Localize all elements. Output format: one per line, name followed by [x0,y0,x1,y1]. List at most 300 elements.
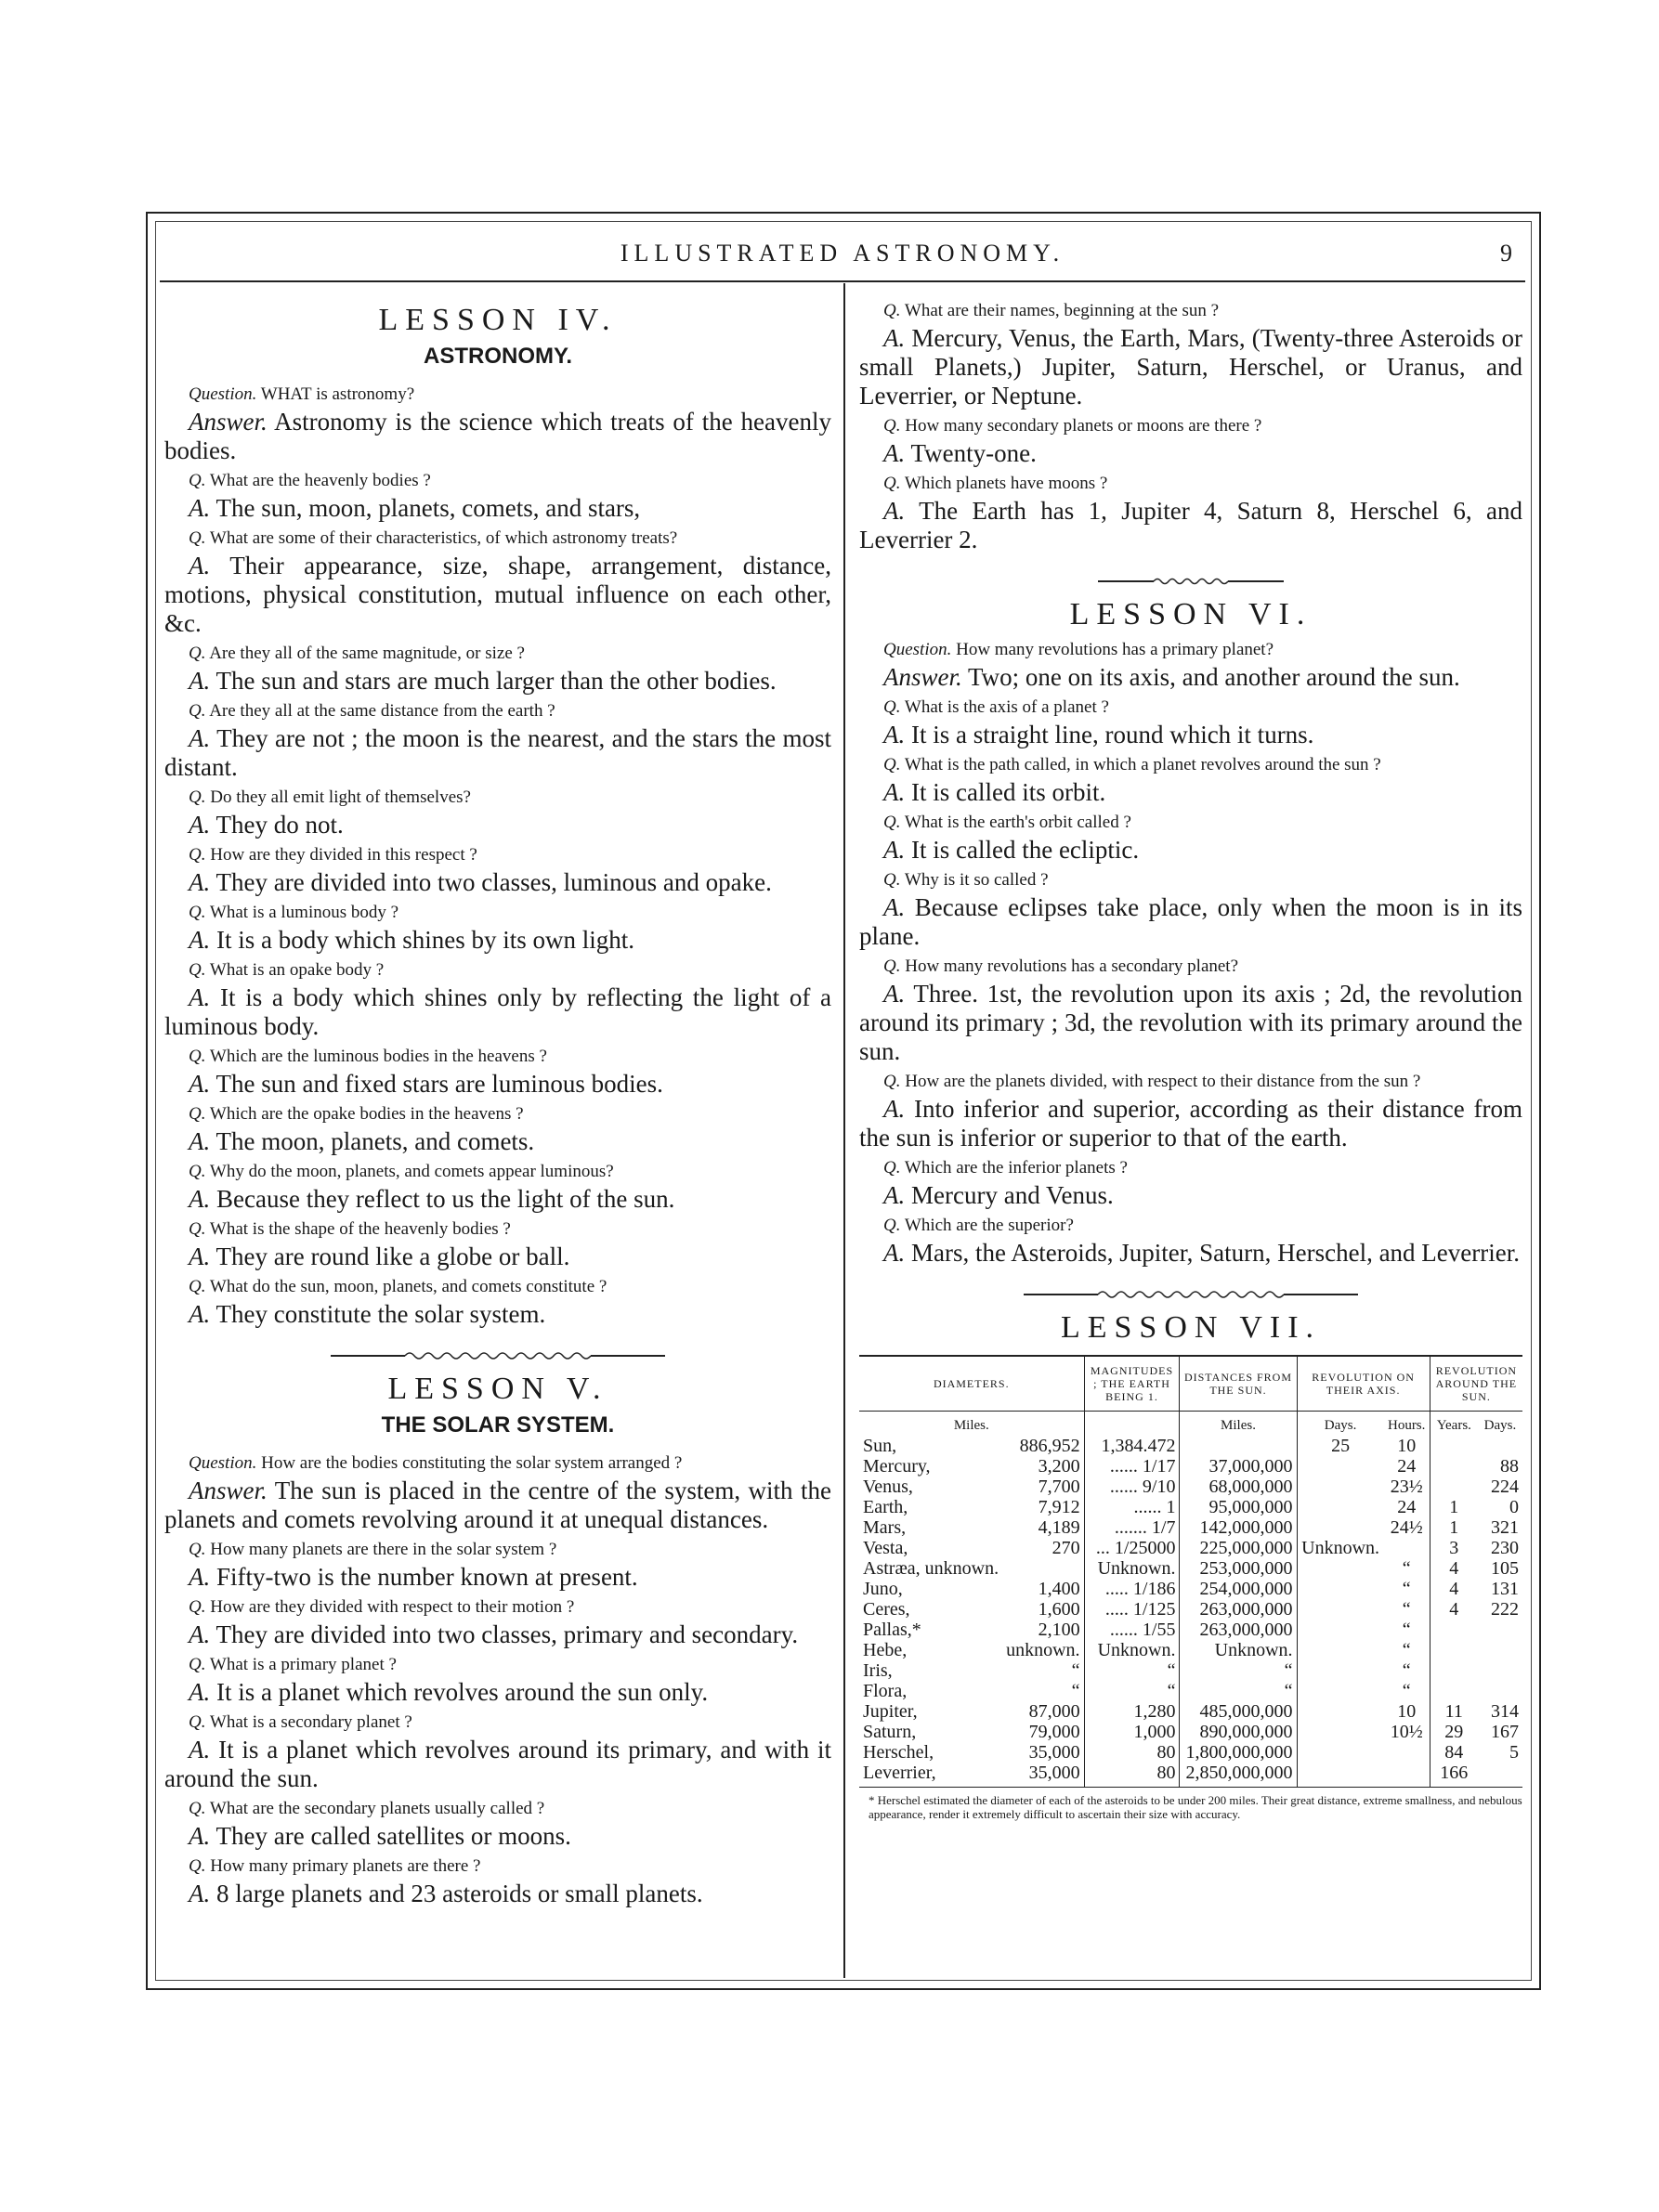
question-label: Q. [883,697,901,717]
table-cell: 1,000 [1084,1722,1180,1742]
question-label: Q. [189,1277,206,1296]
table-cell [1478,1660,1522,1681]
page-number: 9 [1500,240,1512,267]
question-text: Why is it so called ? [904,870,1049,890]
answer [164,1070,831,1099]
table-cell: Flora, [863,1681,908,1701]
question-label: Q. [189,1712,206,1732]
lesson-5-qa [164,1451,831,1908]
answer-label: A. [883,721,906,748]
answer-text: Astronomy is the science which treats of the heavenly bodies. [164,408,832,464]
table-cell [1430,1640,1478,1660]
answer [859,721,1522,749]
table-cell: 24 [1397,1456,1417,1477]
table-cell: 7,700 [1038,1477,1080,1497]
table-cell: Unknown. [1084,1558,1180,1579]
question-label: Q. [189,1162,206,1181]
table-cell: unknown. [1006,1640,1080,1660]
table-cell: “ [1071,1681,1080,1701]
planet-table [859,1355,1522,1788]
question-label: Q. [189,1655,206,1674]
table-cell [1297,1742,1384,1763]
table-cell: “ [1071,1660,1080,1681]
question-label: Q. [883,1216,901,1235]
table-cell: 24½ [1390,1517,1423,1538]
table-row [859,1701,1522,1722]
col-header-magnitudes: MAGNITUDES ; THE EARTH BEING 1. [1084,1356,1180,1412]
question-text: Why do the moon, planets, and comets appear luminous? [209,1162,614,1181]
question [164,1538,831,1561]
table-cell [1478,1681,1522,1701]
table-cell: ...... 9/10 [1084,1477,1180,1497]
answer [859,1181,1522,1210]
answer-text: Because they reflect to us the light of the sun. [216,1185,675,1213]
table-cell: ..... 1/125 [1084,1599,1180,1620]
answer-label: A. [883,1181,906,1209]
question [164,1711,831,1734]
question-label: Q. [189,1856,206,1876]
question-label: Q. [189,1597,206,1617]
answer-label: A. [189,1243,211,1270]
table-cell: 4,189 [1038,1517,1080,1538]
answer [164,868,831,897]
question [164,958,831,982]
question [164,1854,831,1878]
answer [164,926,831,955]
question-text: How many secondary planets or moons are there ? [905,416,1262,436]
running-head [160,234,1525,282]
question-label: Q. [189,1799,206,1818]
answer-label: A. [883,1239,906,1267]
table-cell [1297,1640,1384,1660]
table-cell: ..... 1/186 [1084,1579,1180,1599]
question [859,955,1522,978]
answer-text: They are divided into two classes, primary and secondary. [216,1620,799,1648]
table-cell [1297,1579,1384,1599]
table-cell: 263,000,000 [1180,1599,1297,1620]
question [859,1214,1522,1237]
table-cell [1297,1558,1384,1579]
answer-label: A. [189,724,211,752]
question-text: Which are the opake bodies in the heavens ? [209,1104,524,1124]
answer-label: A. [189,926,211,954]
table-cell: 225,000,000 [1180,1538,1297,1558]
answer-text: It is a straight line, round which it turns. [911,721,1314,748]
table-cell: 253,000,000 [1180,1558,1297,1579]
question-text: How many revolutions has a primary planet? [956,640,1274,659]
table-cell: 886,952 [1019,1436,1080,1456]
question [164,843,831,866]
table-cell: 230 [1491,1538,1519,1558]
lesson-6-title: LESSON VI. [1069,597,1313,631]
question-text: Which are the luminous bodies in the heavens ? [209,1047,547,1066]
table-cell: 87,000 [1028,1701,1080,1722]
question [164,1160,831,1183]
unit-cell [1084,1412,1180,1437]
answer-text: Twenty-one. [910,439,1037,467]
question-label: Q. [189,471,206,490]
table-cell [1430,1477,1478,1497]
answer-text: They are not ; the moon is the nearest, and the stars the most distant. [164,724,832,781]
table-cell [1430,1660,1478,1681]
col-header-revolution: REVOLUTION AROUND THE SUN. [1430,1356,1522,1412]
answer [164,983,831,1041]
table-cell: Vesta, [863,1538,908,1558]
question-text: How are they divided in this respect ? [210,845,477,865]
table-cell: Hebe, [863,1640,908,1660]
table-cell: ...... 1/17 [1084,1456,1180,1477]
answer-text: The sun and fixed stars are luminous bodies. [216,1070,663,1098]
question [164,901,831,924]
question-text: What are the heavenly bodies ? [209,471,431,490]
answer [164,1243,831,1271]
question-label: Q. [883,813,901,832]
answer-label: A. [883,893,906,921]
table-row [859,1579,1522,1599]
answer [164,408,831,465]
question-text: How many planets are there in the solar system ? [210,1540,557,1559]
answer-label: A. [883,497,906,525]
table-cell: 80 [1084,1742,1180,1763]
question [164,1102,831,1126]
table-cell: 131 [1491,1579,1519,1599]
table-row [859,1660,1522,1681]
question-label: Q. [883,755,901,774]
lesson-6-qa [859,638,1522,1268]
question-text: How many revolutions has a secondary planet? [905,956,1239,976]
table-cell: 35,000 [1002,1763,1084,1788]
question [164,1045,831,1068]
answer-label: A. [883,836,906,864]
question-label: Q. [189,644,206,663]
table-header-row [859,1356,1522,1412]
table-cell: 485,000,000 [1180,1701,1297,1722]
question-text: Are they all of the same magnitude, or size ? [209,644,525,663]
question-text: What is a secondary planet ? [209,1712,412,1732]
table-cell: 79,000 [1028,1722,1080,1742]
answer-label: Answer. [189,408,268,436]
table-cell: Leverrier, [859,1763,1002,1788]
table-cell: 1,800,000,000 [1180,1742,1297,1763]
answer-label: A. [189,1678,211,1706]
question-label: Q. [189,1540,206,1559]
table-row [859,1640,1522,1660]
answer-label: A. [189,868,211,896]
question-text: How are they divided with respect to their motion ? [210,1597,575,1617]
answer-text: Mercury, Venus, the Earth, Mars, (Twenty-three Asteroids or small Planets,) Jupiter, Saturn, Herschel, or Uranus, and Leverrier, or Neptune. [859,324,1523,410]
table-cell [1430,1620,1478,1640]
table-cell: 270 [1052,1538,1080,1558]
question-text: What do the sun, moon, planets, and comets constitute ? [209,1277,607,1296]
table-cell [1297,1620,1384,1640]
answer [859,836,1522,865]
question-label: Q. [189,1047,206,1066]
question [859,868,1522,891]
answer-text: Into inferior and superior, according as their distance from the sun is inferior or superior to that of the earth. [859,1095,1522,1152]
table-cell: Pallas,* [863,1620,921,1640]
table-cell [1297,1477,1384,1497]
table-cell: 88 [1500,1456,1519,1477]
answer [859,497,1522,554]
answer-text: It is a planet which revolves around its primary, and with it around the sun. [164,1736,831,1792]
answer-text: The sun and stars are much larger than the other bodies. [216,667,777,695]
answer [859,893,1522,951]
answer [164,724,831,782]
table-cell: “ [1402,1599,1411,1620]
table-cell: 254,000,000 [1180,1579,1297,1599]
table-body [859,1412,1522,1788]
answer-text: Because eclipses take place, only when the moon is in its plane. [859,893,1522,950]
answer [164,1563,831,1592]
table-cell: Earth, [863,1497,908,1517]
table-cell: 80 [1084,1763,1180,1788]
answer-label: A. [883,980,906,1008]
answer-text: It is a planet which revolves around the sun only. [216,1678,709,1706]
answer-label: A. [883,778,906,806]
question-label: Q. [883,956,901,976]
answer-text: It is a body which shines by its own light. [216,926,634,954]
question [164,699,831,722]
answer-text: Mercury and Venus. [911,1181,1114,1209]
answer-text: It is a body which shines only by reflecting the light of a luminous body. [164,983,832,1040]
table-cell [1297,1660,1384,1681]
answer-text: 8 large planets and 23 asteroids or small planets. [216,1880,703,1907]
table-cell: Juno, [863,1579,903,1599]
answer-label: A. [189,1127,211,1155]
question-text: What is a primary planet ? [209,1655,397,1674]
table-cell: Herschel, [863,1742,934,1763]
table-cell: Unknown. [1297,1538,1384,1558]
question-text: What is a luminous body ? [209,903,399,922]
answer-label: A. [189,1070,211,1098]
table-cell: 3 [1430,1538,1478,1558]
table-cell: “ [1180,1660,1297,1681]
answer [164,1620,831,1649]
question [859,1070,1522,1093]
table-cell: Unknown. [1084,1640,1180,1660]
table-cell: 222 [1491,1599,1519,1620]
answer [164,1822,831,1851]
table-row [859,1517,1522,1538]
table-cell: 890,000,000 [1180,1722,1297,1742]
answer [859,439,1522,468]
table-cell [1297,1497,1384,1517]
answer [164,667,831,696]
wavy-divider [164,1349,831,1362]
answer-label: A. [189,1880,211,1907]
table-cell: 84 [1430,1742,1478,1763]
question-label: Q. [189,960,206,980]
table-cell: 4 [1430,1579,1478,1599]
answer [164,552,831,638]
table-cell: ...... 1 [1084,1497,1180,1517]
table-cell: “ [1084,1681,1180,1701]
question-label: Q. [189,903,206,922]
table-units-row [859,1412,1522,1437]
answer-text: They are round like a globe or ball. [216,1243,570,1270]
answer-text: The sun is placed in the centre of the system, with the planets and comets revolving around it at unequal distances. [164,1477,831,1533]
table-cell: 68,000,000 [1180,1477,1297,1497]
table-cell: Iris, [863,1660,893,1681]
question [164,1595,831,1619]
right-column [859,295,1522,1821]
table-cell: 166 [1430,1763,1478,1788]
table-cell [1297,1763,1384,1788]
question-label: Q. [883,474,901,493]
question-label: Q. [883,1158,901,1178]
question-text: What is the axis of a planet ? [904,697,1109,717]
table-cell [1297,1517,1384,1538]
answer [164,1736,831,1793]
answer [859,1095,1522,1152]
question [859,414,1522,437]
question [859,1156,1522,1179]
left-column [164,295,831,1912]
table-cell [1384,1742,1430,1763]
table-cell: 1 [1430,1517,1478,1538]
table-row [859,1456,1522,1477]
table-cell: 25 [1297,1436,1384,1456]
question-label: Question. [189,384,257,404]
col-header-diameters: DIAMETERS. [859,1356,1084,1412]
question-text: What is the path called, in which a planet revolves around the sun ? [904,755,1381,774]
question [164,642,831,665]
question-label: Q. [883,301,901,320]
question-text: WHAT is astronomy? [260,384,415,404]
answer [164,1300,831,1329]
table-cell: 2,100 [1038,1620,1080,1640]
table-cell: Venus, [863,1477,913,1497]
table-cell: “ [1402,1681,1411,1701]
question-text: Which are the superior? [904,1216,1074,1235]
wavy-divider [859,1288,1522,1301]
unit-cell: Miles. [953,1418,989,1433]
unit-cell: Days. [1297,1412,1384,1437]
table-cell: 10 [1397,1436,1417,1456]
answer [164,811,831,839]
table-cell: ...... 1/55 [1084,1620,1180,1640]
table-cell: “ [1402,1579,1411,1599]
table-cell [1478,1763,1522,1788]
unit-cell: Days. [1483,1418,1517,1433]
question-text: Which are the inferior planets ? [904,1158,1128,1178]
table-cell [1297,1681,1384,1701]
unit-cell: Hours. [1387,1418,1426,1433]
lesson-7-title: LESSON VII. [1060,1310,1322,1345]
answer-text: The sun, moon, planets, comets, and stars, [216,494,641,522]
table-cell: 24 [1397,1497,1417,1517]
question [164,1275,831,1298]
table-cell: 7,912 [1038,1497,1080,1517]
table-cell: 2,850,000,000 [1180,1763,1297,1788]
table-row [859,1742,1522,1763]
answer [164,1477,831,1534]
lesson-5-subtitle: THE SOLAR SYSTEM. [381,1412,615,1438]
question-label: Q. [189,528,206,548]
table-cell: 142,000,000 [1180,1517,1297,1538]
answer-text: Their appearance, size, shape, arrangement, distance, motions, physical constitution, mutual influence on each other, &c. [164,552,832,637]
table-row [859,1599,1522,1620]
answer [164,1678,831,1707]
question [859,696,1522,719]
answer-text: It is called its orbit. [911,778,1106,806]
answer-text: They are divided into two classes, luminous and opake. [216,868,772,896]
table-row [859,1477,1522,1497]
question-text: What is an opake body ? [209,960,385,980]
answer-label: A. [189,552,211,579]
question-label: Q. [189,845,206,865]
table-cell: “ [1180,1681,1297,1701]
answer-label: Answer. [189,1477,268,1504]
unit-cell: Years. [1430,1412,1478,1437]
question [164,1217,831,1241]
table-cell [1384,1538,1430,1558]
table-cell: 1,400 [1038,1579,1080,1599]
table-cell: 1,600 [1038,1599,1080,1620]
answer-text: The Earth has 1, Jupiter 4, Saturn 8, Herschel 6, and Leverrier 2. [859,497,1522,553]
table-cell: 35,000 [1028,1742,1080,1763]
table-row [859,1436,1522,1456]
answer [164,1127,831,1156]
table-cell [1002,1558,1084,1579]
table-cell: “ [1402,1640,1411,1660]
answer-label: A. [883,324,906,352]
answer-text: They are called satellites or moons. [216,1822,571,1850]
question-label: Q. [189,1104,206,1124]
answer-label: A. [189,1563,211,1591]
running-title: ILLUSTRATED ASTRONOMY. [620,240,1065,267]
question [164,1797,831,1820]
table-cell: Jupiter, [863,1701,918,1722]
table-cell [1297,1599,1384,1620]
answer [164,1880,831,1908]
table-cell: “ [1084,1660,1180,1681]
table-cell: 321 [1491,1517,1519,1538]
answer-text: Fifty-two is the number known at present. [216,1563,638,1591]
table-cell: 3,200 [1038,1456,1080,1477]
question-text: Which planets have moons ? [904,474,1108,493]
answer-label: A. [189,494,211,522]
unit-cell: Miles. [1180,1412,1297,1437]
table-cell: 37,000,000 [1180,1456,1297,1477]
question-label: Q. [189,1219,206,1239]
question-text: What is the earth's orbit called ? [904,813,1131,832]
table-cell: 29 [1430,1722,1478,1742]
table-cell [1384,1763,1430,1788]
question [859,472,1522,495]
answer-text: Two; one on its axis, and another around the sun. [968,663,1460,691]
answer-label: A. [189,1736,211,1763]
answer [164,494,831,523]
table-cell [1297,1722,1384,1742]
question-text: What are the secondary planets usually called ? [209,1799,545,1818]
table-cell: 314 [1491,1701,1519,1722]
table-footnote: * Herschel estimated the diameter of each of the asteroids to be under 200 miles. Their great distance, extreme smallness, and nebulous appearance, render it extremely difficult to ascertain their size with accuracy. [869,1793,1522,1821]
table-cell: Mars, [863,1517,907,1538]
table-cell [1297,1456,1384,1477]
question [164,469,831,492]
question [164,383,831,406]
table-row [859,1763,1522,1788]
table-cell: Ceres, [863,1599,910,1620]
table-cell: 11 [1430,1701,1478,1722]
table-cell: “ [1402,1660,1411,1681]
question [859,811,1522,834]
table-cell [1478,1620,1522,1640]
table-cell: 263,000,000 [1180,1620,1297,1640]
answer-label: A. [189,1822,211,1850]
question-text: How are the bodies constituting the solar system arranged ? [261,1453,683,1473]
